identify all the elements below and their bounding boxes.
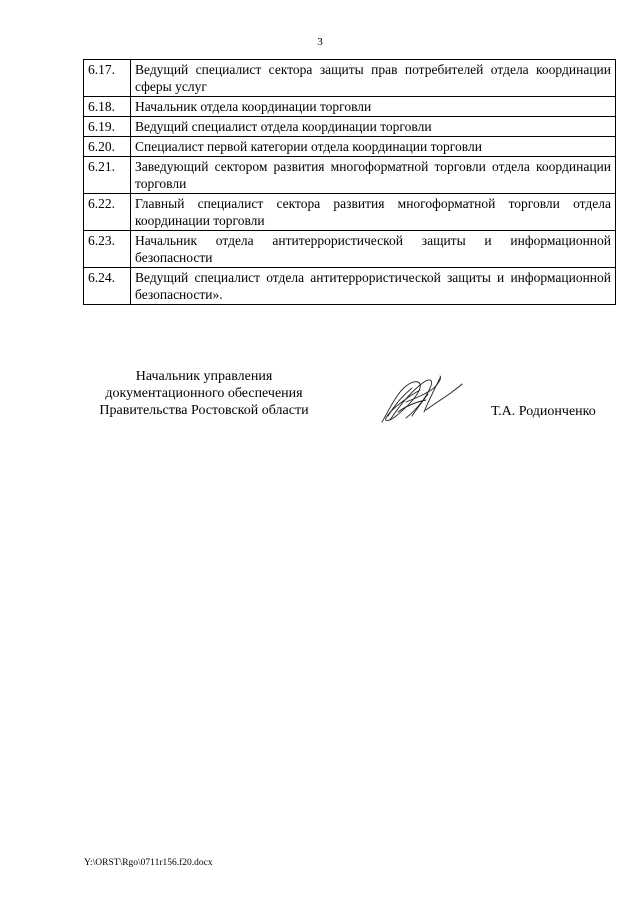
row-number: 6.20. [84,137,131,157]
positions-table [83,59,616,305]
page-number: 3 [317,36,323,48]
table-row [84,97,616,117]
table-row [84,60,616,97]
row-number: 6.19. [84,117,131,137]
position-title: Главный специалист сектора развития многоформатной торговли отдела координации торговли [131,194,616,231]
row-number: 6.17. [84,60,131,97]
row-number: 6.21. [84,157,131,194]
table-row [84,117,616,137]
signatory-title [84,368,324,419]
position-title: Ведущий специалист отдела координации торговли [131,117,616,137]
position-title: Ведущий специалист сектора защиты прав потребителей отдела координации сферы услуг [131,60,616,97]
row-number: 6.23. [84,231,131,268]
position-title: Специалист первой категории отдела координации торговли [131,137,616,157]
table-row [84,194,616,231]
position-title: Начальник отдела координации торговли [131,97,616,117]
table-row [84,268,616,305]
position-title: Заведующий сектором развития многоформатной торговли отдела координации торговли [131,157,616,194]
row-number: 6.22. [84,194,131,231]
position-title: Ведущий специалист отдела антитеррористической защиты и информационной безопасности». [131,268,616,305]
table-row [84,137,616,157]
row-number: 6.18. [84,97,131,117]
table-row [84,157,616,194]
document-file-path: Y:\ORST\Rgo\0711r156.f20.docx [84,858,213,868]
signatory-name: Т.А. Родионченко [491,404,596,419]
row-number: 6.24. [84,268,131,305]
handwritten-signature-icon [376,372,466,428]
table-row [84,231,616,268]
positions-table-body [84,60,616,305]
signatory-title-line-2: документационного обеспечения [105,386,303,401]
position-title: Начальник отдела антитеррористической защиты и информационной безопасности [131,231,616,268]
signatory-title-line-1: Начальник управления [135,369,273,384]
signatory-title-line-3: Правительства Ростовской области [99,403,309,418]
